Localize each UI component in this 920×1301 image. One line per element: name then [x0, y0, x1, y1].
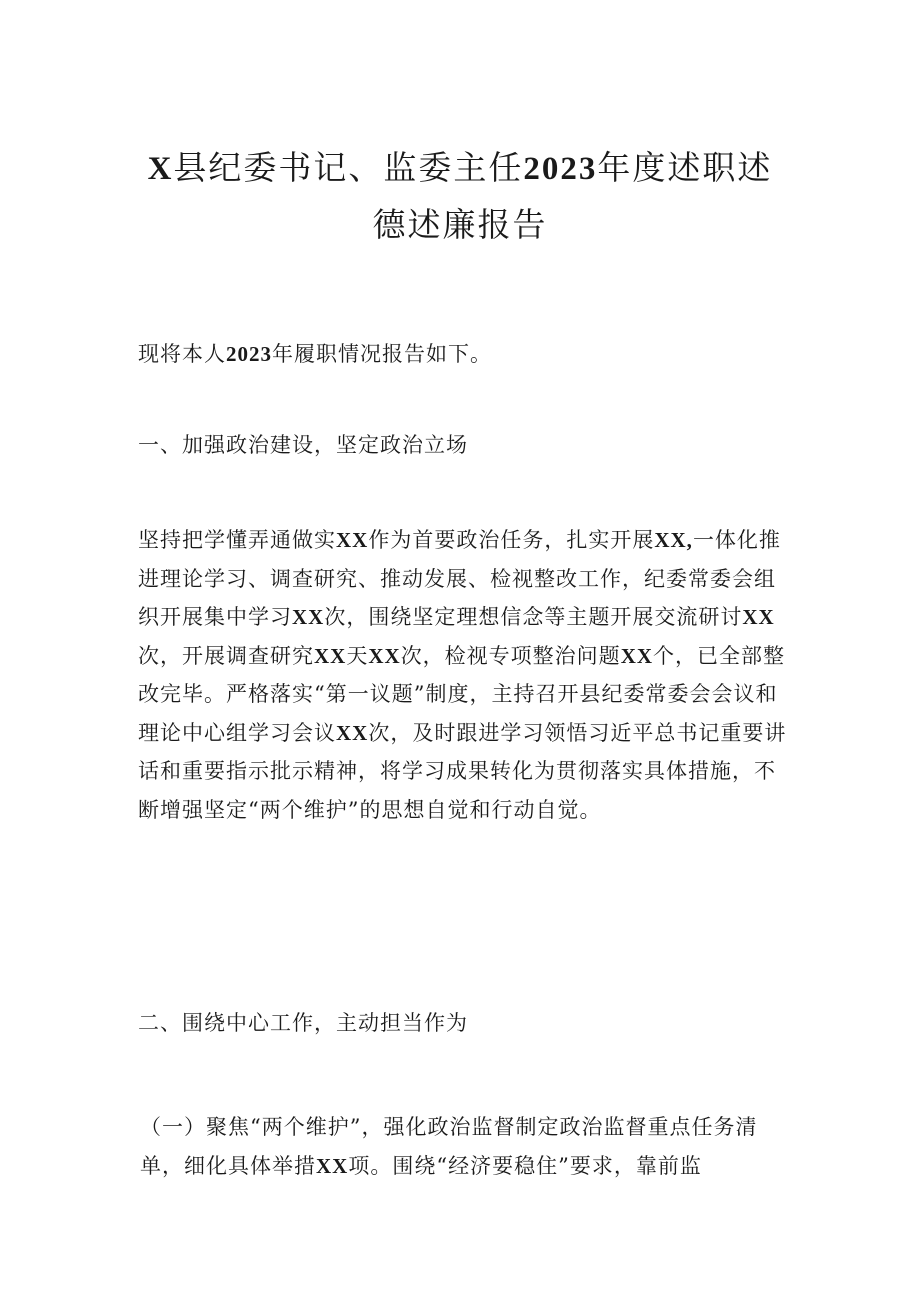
title-text-2: 年度述职述 — [597, 148, 773, 187]
section1-heading: 一、加强政治建设，坚定政治立场 — [138, 433, 468, 457]
s1-text: 个，已全部整改完毕。严格落实“第一议题”制度，主持召开县纪委常委会会议和理论中心组学习会议 — [138, 643, 786, 745]
s1-placeholder: XX — [336, 720, 369, 745]
s1-placeholder: XX — [292, 605, 325, 629]
s1-placeholder: XX — [314, 643, 347, 668]
section2-paragraph — [140, 1108, 790, 1185]
intro-paragraph — [138, 335, 788, 374]
s2-text: （一）聚焦“两个维护”，强化政治监督制定政治监督重点任务清单，细化具体举措 — [140, 1115, 758, 1178]
s2-placeholder: XX — [316, 1153, 349, 1178]
s1-text: 天 — [346, 643, 369, 668]
title-text-3: 德述廉报告 — [372, 205, 548, 244]
s1-text: 作为首要政治任务，扎实开展 — [368, 528, 655, 552]
s1-placeholder: XX — [368, 643, 401, 668]
s1-placeholder: XX — [336, 528, 369, 552]
s1-text: 次，开展调查研究 — [138, 643, 314, 668]
s2-text: 项。围绕“经济要稳住”要求，靠前监 — [348, 1153, 702, 1178]
s1-text: 次，及时跟进学习领悟习近平总书记重要讲话和重要指示批示精神，将学习成果转化为贯彻落实具体措施，不断增强坚定“两个维护”的思想自觉和行动自觉。 — [138, 720, 787, 822]
intro-text-b: 年履职情况报告如下。 — [272, 342, 492, 366]
title-x: X — [147, 151, 174, 187]
s1-text: 坚持把学懂弄通做实 — [138, 528, 336, 552]
s1-placeholder: XX, — [654, 528, 693, 552]
s1-text: 一体化推进理论学习、调查研究、推动发展、检视整改工作，纪委常委会组织开展集中学习 — [138, 528, 781, 629]
section2-heading: 二、围绕中心工作，主动担当作为 — [138, 1011, 468, 1035]
section1-paragraph — [138, 521, 788, 829]
s1-placeholder: XX — [742, 605, 775, 629]
title-text-1: 县纪委书记、监委主任 — [173, 148, 524, 187]
s1-text: 次，检视专项整治问题 — [400, 643, 621, 668]
intro-text-a: 现将本人 — [138, 342, 226, 366]
intro-year: 2023 — [226, 342, 272, 366]
s1-text: 次，围绕坚定理想信念等主题开展交流研讨 — [324, 605, 743, 629]
document-title — [100, 140, 820, 252]
title-year: 2023 — [523, 151, 598, 187]
s1-placeholder: XX — [620, 643, 654, 668]
